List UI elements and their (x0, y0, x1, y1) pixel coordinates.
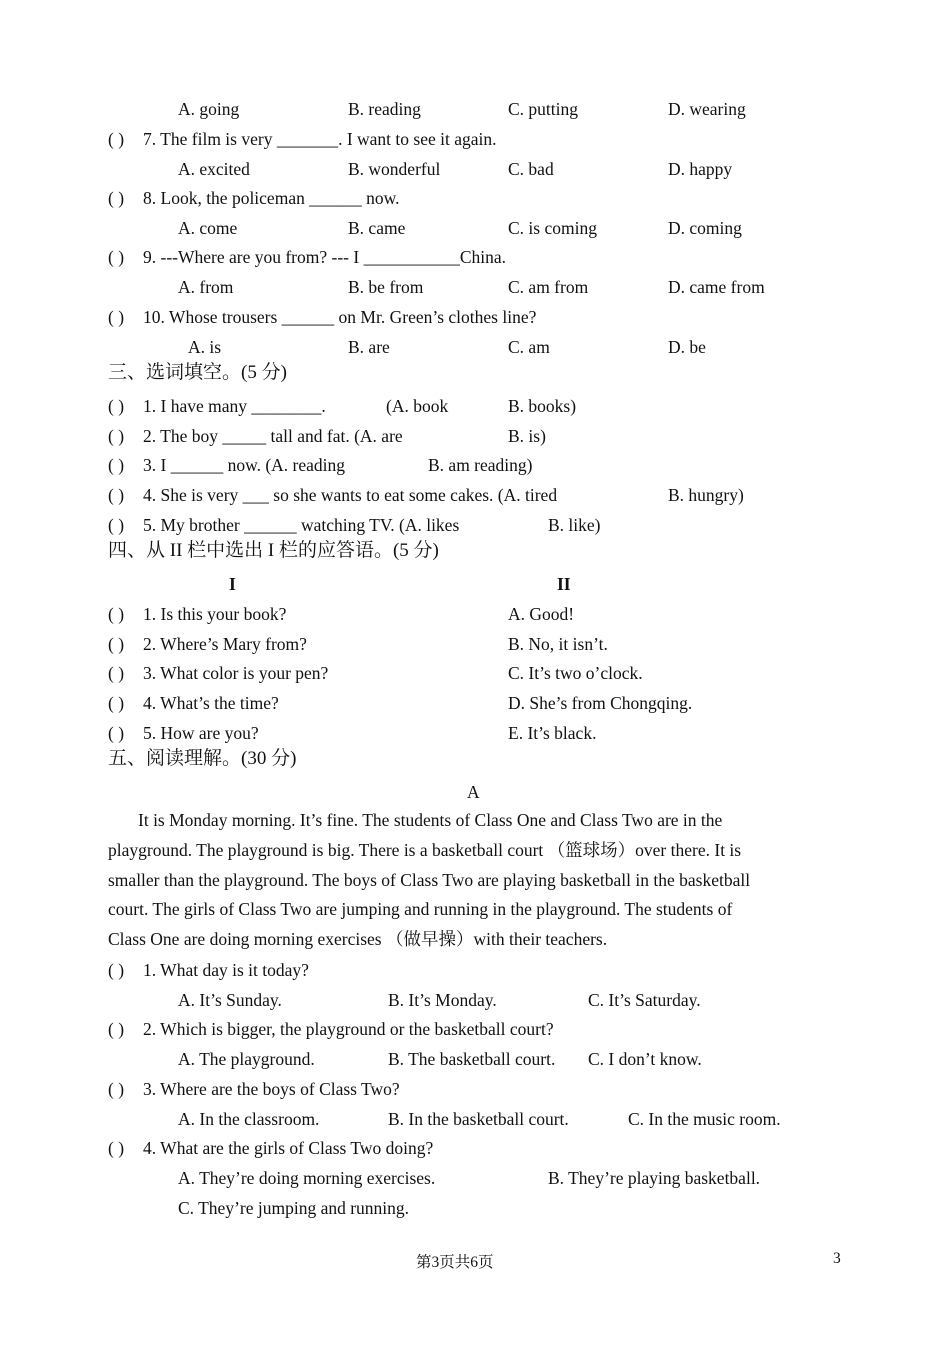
p4-row-1-question: 1. Is this your book? (143, 604, 287, 624)
p5-q3-option-a: A. In the classroom. (178, 1109, 320, 1129)
p4-row-1-blank: ( ) (108, 604, 125, 624)
q8-answer-blank: ( ) (108, 188, 125, 208)
q6-option-c: C. putting (508, 99, 579, 119)
p4-column-ii-header: II (557, 574, 571, 594)
q10-stem: 10. Whose trousers ______ on Mr. Green’s clothes line? (143, 307, 537, 327)
p4-row-5-answer: E. It’s black. (508, 723, 597, 743)
p4-row-3-answer: C. It’s two o’clock. (508, 663, 643, 683)
p4-row-3-question: 3. What color is your pen? (143, 663, 329, 683)
p5-q3-blank: ( ) (108, 1079, 125, 1099)
section-5-title: 五、阅读理解。(30 分) (108, 748, 297, 769)
q9-option-d: D. came from (668, 277, 765, 297)
passage-label: A (467, 782, 480, 802)
p4-row-2-answer: B. No, it isn’t. (508, 634, 608, 654)
reading-passage (108, 806, 842, 955)
p5-q3-option-b: B. In the basketball court. (388, 1109, 569, 1129)
q9-stem: 9. ---Where are you from? --- I ___________China. (143, 247, 506, 267)
p4-row-3-blank: ( ) (108, 663, 125, 683)
p5-q4-stem: 4. What are the girls of Class Two doing? (143, 1138, 434, 1158)
p4-row-2-question: 2. Where’s Mary from? (143, 634, 307, 654)
page-info: 第3页共6页 (416, 1254, 494, 1271)
q10-option-a: A. is (188, 337, 222, 357)
p5-q2-option-c: C. I don’t know. (588, 1049, 702, 1069)
p4-column-i-header: I (229, 574, 236, 594)
p4-row-5-blank: ( ) (108, 723, 125, 743)
p5-q2-blank: ( ) (108, 1019, 125, 1039)
p3-item-5-stem: 5. My brother ______ watching TV. (A. likes (143, 515, 460, 535)
p5-q4-blank: ( ) (108, 1138, 125, 1158)
p3-item-3-stem: 3. I ______ now. (A. reading (143, 455, 346, 475)
q7-option-d: D. happy (668, 159, 733, 179)
p5-q4-option-b: B. They’re playing basketball. (548, 1168, 761, 1188)
p5-q1-option-a: A. It’s Sunday. (178, 990, 282, 1010)
p5-q1-stem: 1. What day is it today? (143, 960, 309, 980)
p5-q3-stem: 3. Where are the boys of Class Two? (143, 1079, 400, 1099)
section-3-title: 三、选词填空。(5 分) (108, 362, 287, 383)
q10-option-d: D. be (668, 337, 706, 357)
p5-q4-option-a: A. They’re doing morning exercises. (178, 1168, 436, 1188)
q10-answer-blank: ( ) (108, 307, 125, 327)
q6-option-d: D. wearing (668, 99, 746, 119)
passage-line-1: It is Monday morning. It’s fine. The students of Class One and Class Two are in the (138, 810, 723, 830)
p4-row-1-answer: A. Good! (508, 604, 575, 624)
p5-q1-blank: ( ) (108, 960, 125, 980)
p5-q2-option-a: A. The playground. (178, 1049, 315, 1069)
p4-row-4-answer: D. She’s from Chongqing. (508, 693, 693, 713)
p5-q1-option-c: C. It’s Saturday. (588, 990, 701, 1010)
p5-q4-option-c: C. They’re jumping and running. (178, 1198, 410, 1218)
q7-option-c: C. bad (508, 159, 554, 179)
q6-option-a: A. going (178, 99, 240, 119)
p3-item-1-blank: ( ) (108, 396, 125, 416)
passage-line-4: court. The girls of Class Two are jumping and running in the playground. The students of (108, 899, 733, 920)
q7-answer-blank: ( ) (108, 129, 125, 149)
q9-option-b: B. be from (348, 277, 424, 297)
p4-row-4-question: 4. What’s the time? (143, 693, 279, 713)
q7-option-a: A. excited (178, 159, 250, 179)
p3-item-1-option-a: (A. book (386, 396, 449, 416)
passage-line-5: Class One are doing morning exercises （做早操）with their teachers. (108, 929, 608, 950)
p5-q2-stem: 2. Which is bigger, the playground or the basketball court? (143, 1019, 554, 1039)
p3-item-4-blank: ( ) (108, 485, 125, 505)
q10-option-b: B. are (348, 337, 390, 357)
passage-line-3: smaller than the playground. The boys of Class Two are playing basketball in the basketball (108, 869, 751, 890)
p5-q1-option-b: B. It’s Monday. (388, 990, 497, 1010)
p3-item-1-option-b: B. books) (508, 396, 577, 416)
p3-item-3-blank: ( ) (108, 455, 125, 475)
q9-option-a: A. from (178, 277, 234, 297)
page-number: 3 (833, 1250, 841, 1267)
q8-stem: 8. Look, the policeman ______ now. (143, 188, 400, 208)
q7-option-b: B. wonderful (348, 159, 441, 179)
q10-option-c: C. am (508, 337, 550, 357)
passage-line-2: playground. The playground is big. There is a basketball court （篮球场）over there. It is (108, 839, 742, 860)
p3-item-5-blank: ( ) (108, 515, 125, 535)
p3-item-3-option-b: B. am reading) (428, 455, 533, 475)
p4-row-2-blank: ( ) (108, 634, 125, 654)
p3-item-2-blank: ( ) (108, 426, 125, 446)
p3-item-4-option-b: B. hungry) (668, 485, 744, 505)
p3-item-4-stem: 4. She is very ___ so she wants to eat some cakes. (A. tired (143, 485, 558, 505)
q9-answer-blank: ( ) (108, 247, 125, 267)
section-4-title: 四、从 II 栏中选出 I 栏的应答语。(5 分) (108, 540, 439, 561)
q8-option-c: C. is coming (508, 218, 597, 238)
p4-row-5-question: 5. How are you? (143, 723, 259, 743)
p3-item-2-stem: 2. The boy _____ tall and fat. (A. are (143, 426, 403, 446)
p4-row-4-blank: ( ) (108, 693, 125, 713)
q8-option-a: A. come (178, 218, 238, 238)
p3-item-5-option-b: B. like) (548, 515, 601, 535)
q9-option-c: C. am from (508, 277, 589, 297)
p3-item-2-option-b: B. is) (508, 426, 546, 446)
p5-q3-option-c: C. In the music room. (628, 1109, 781, 1129)
p5-q2-option-b: B. The basketball court. (388, 1049, 556, 1069)
q7-stem: 7. The film is very _______. I want to see it again. (143, 129, 497, 149)
q6-option-b: B. reading (348, 99, 421, 119)
p3-item-1-stem: 1. I have many ________. (143, 396, 326, 416)
q8-option-d: D. coming (668, 218, 742, 238)
q8-option-b: B. came (348, 218, 406, 238)
